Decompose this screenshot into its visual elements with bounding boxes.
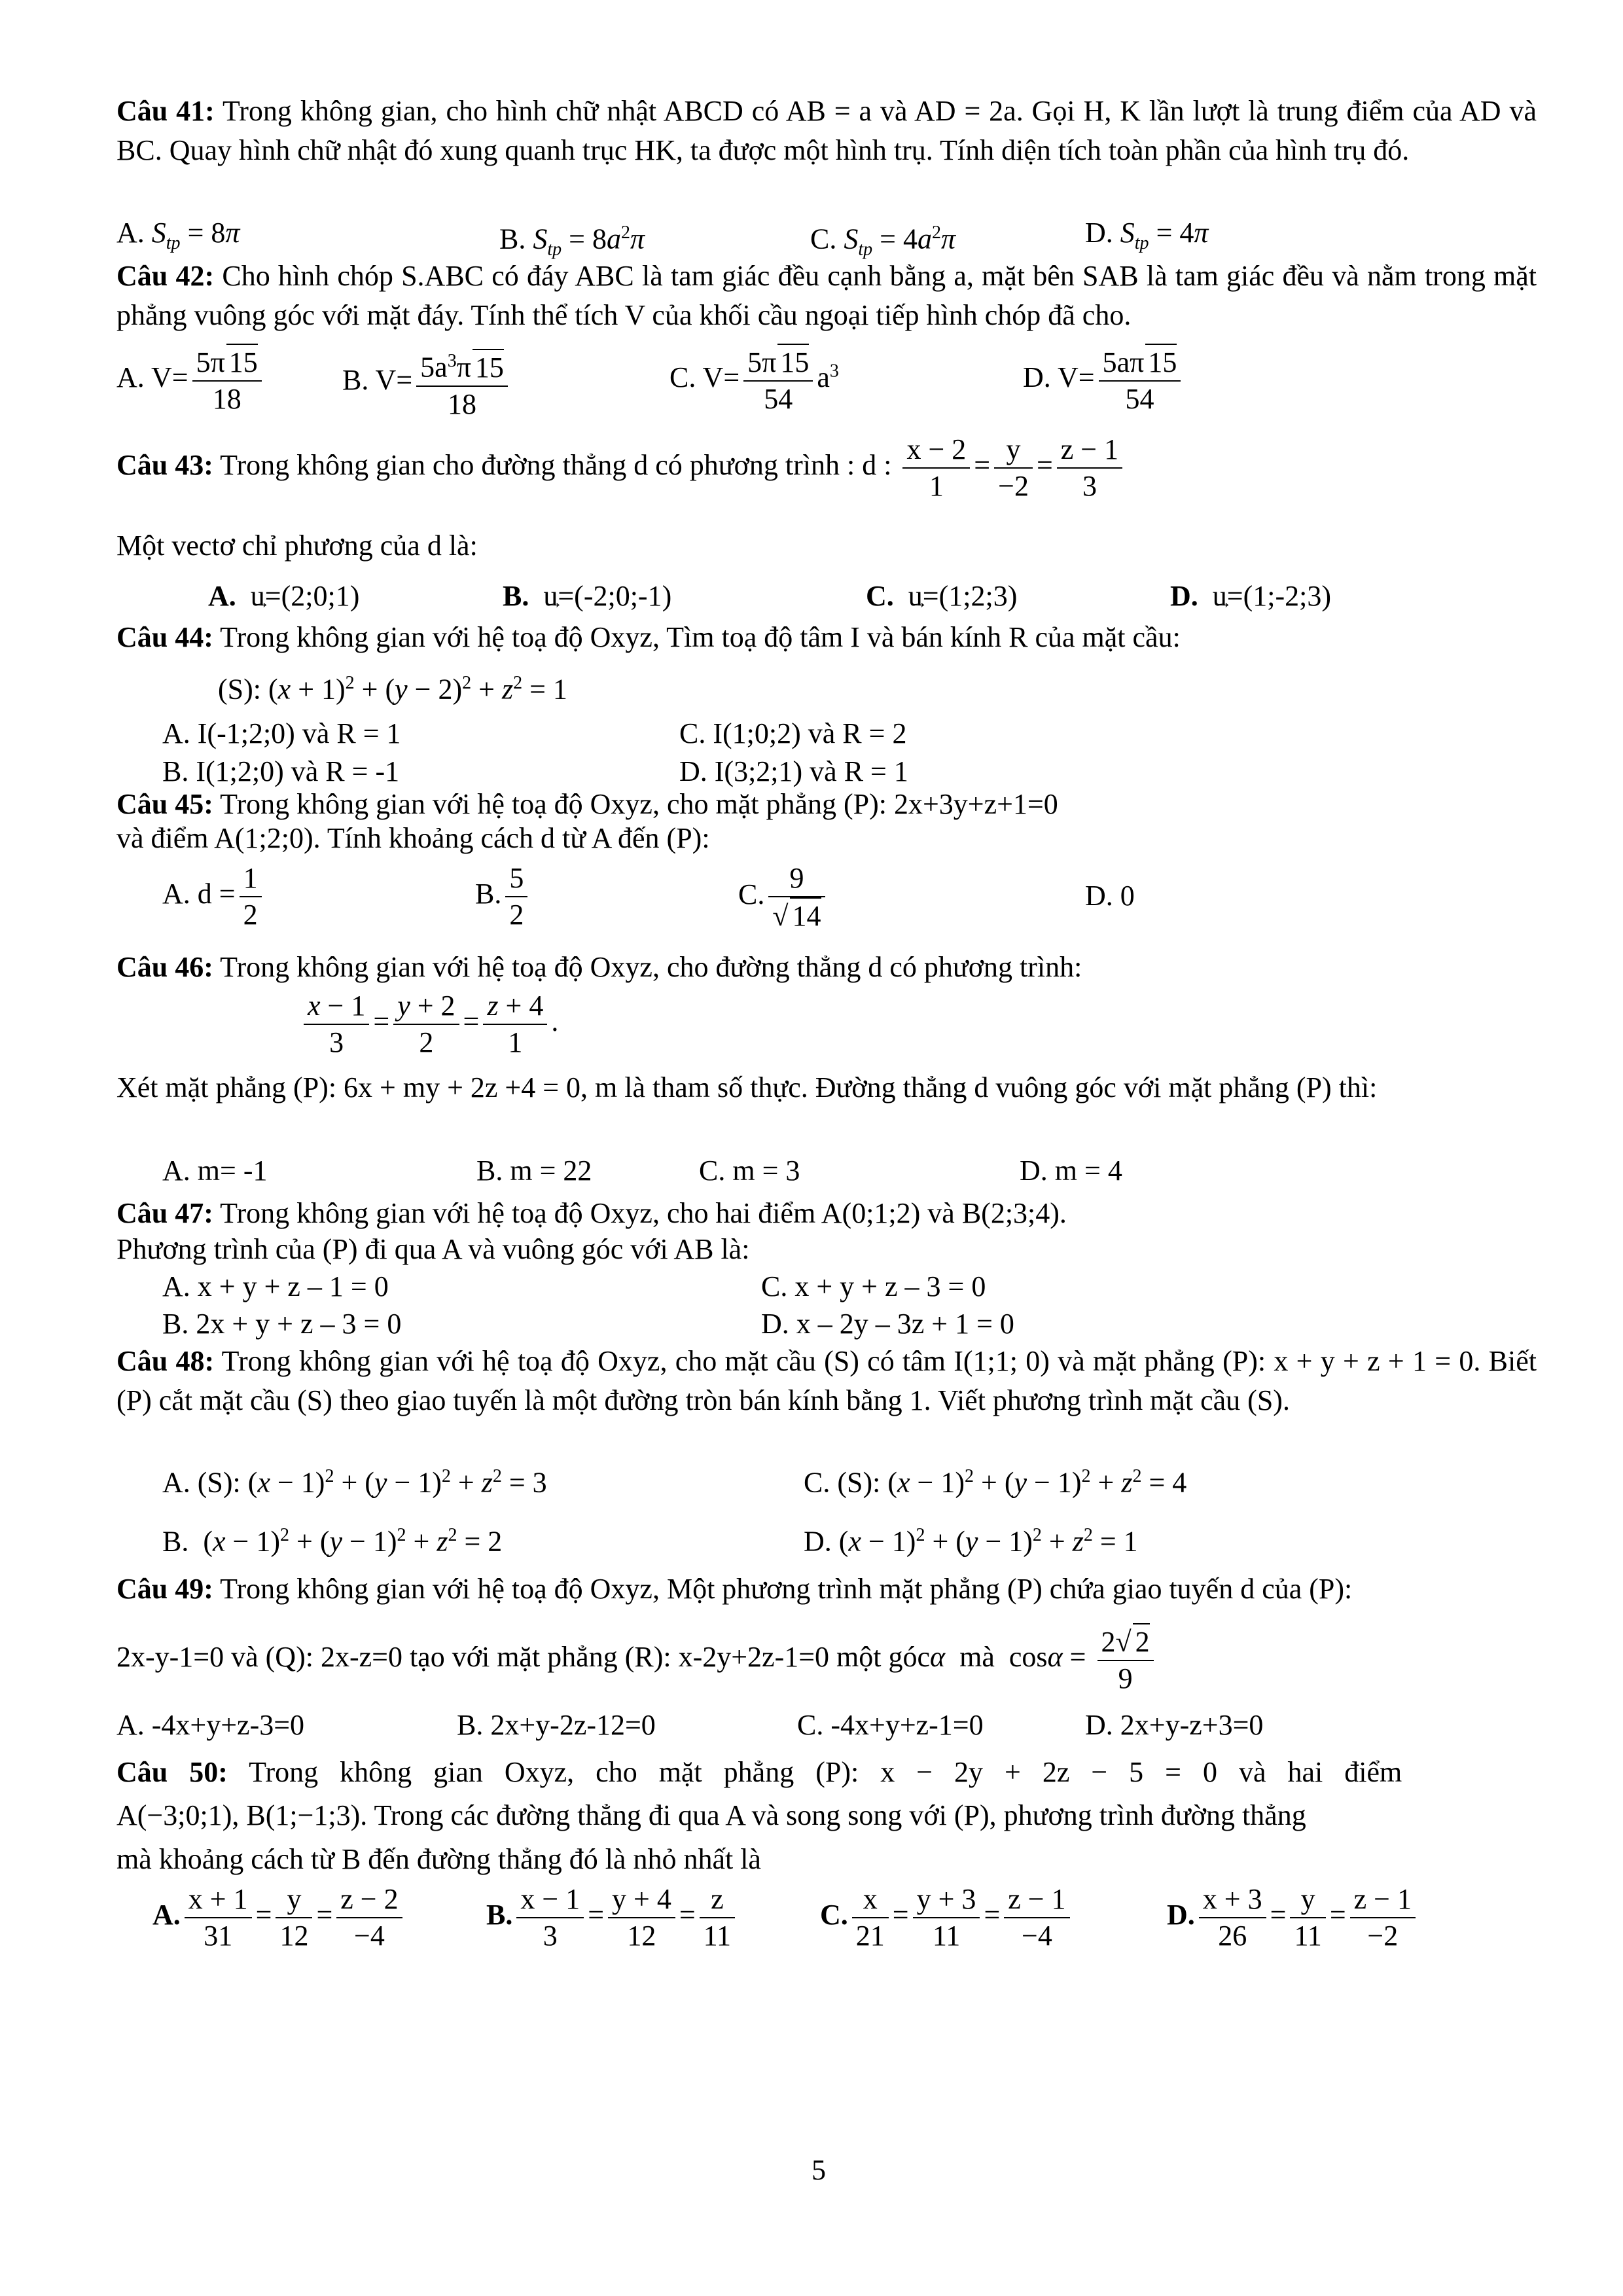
q44-equation: (S): $(x + 1)^2 + (y - 2)^2 + z^2 = 1$ <box>218 673 567 706</box>
q49-opt-c: C. -4x+y+z-1=0 <box>797 1709 984 1741</box>
q48-body: Trong không gian với hệ toạ độ Oxyz, cho mặt cầu (S) có tâm I(1;1; 0) và mặt phẳng (P): x + y + z + 1 = 0. Biết (P) cắt mặt cầu (S) theo giao tuyến là một đường tròn bán kính bằng 1. Viết phương trình mặt cầu (S). <box>116 1345 1537 1416</box>
q45-opt-d: D. 0 <box>1085 880 1135 912</box>
q49-opt-b: B. 2x+y-2z-12=0 <box>457 1709 656 1741</box>
q41-opt-b: B. <box>499 223 526 255</box>
q48-label: Câu 48: <box>116 1345 215 1377</box>
q43-opt-b-key: B. <box>503 580 529 612</box>
q48-opt-d: D. $(x - 1)^2 + (y - 1)^2 + z^2 = 1$ <box>804 1525 1138 1558</box>
q43-line2: Một vectơ chỉ phương của d là: <box>116 529 478 562</box>
q44-label: Câu 44: <box>116 621 213 653</box>
q41-body: Trong không gian, cho hình chữ nhật ABCD có AB = a và AD = 2a. Gọi H, K lần lượt là trung điểm của AD và BC. Quay hình chữ nhật đó xung quanh trục HK, ta được một hình trụ. Tính diện tích toàn phần của hình trụ đó. <box>116 95 1537 166</box>
q42-opt-b: B. V= <box>342 363 413 396</box>
q50-opt-c: C. <box>820 1899 848 1931</box>
q49-line2-text: 2x-y-1=0 và (Q): 2x-z=0 tạo với mặt phẳng (R): x-2y+2z-1=0 một góc <box>116 1641 931 1674</box>
q46-opt-a: A. m= -1 <box>162 1155 268 1187</box>
q46-body: Trong không gian với hệ toạ độ Oxyz, cho đường thẳng d có phương trình: <box>220 951 1082 983</box>
q49-body: Trong không gian với hệ toạ độ Oxyz, Một phương trình mặt phẳng (P) chứa giao tuyến d của (P): <box>220 1573 1353 1605</box>
q43-opt-a: u=(2;0;1) <box>250 580 360 612</box>
q43-body: Trong không gian cho đường thẳng d có phương trình : d : <box>220 449 892 482</box>
q45-opt-c: C. <box>738 878 765 911</box>
q46-text <box>116 950 1082 984</box>
q47-label: Câu 47: <box>116 1197 213 1229</box>
q45-opt-b: B. <box>475 878 502 910</box>
q49-opt-d: D. 2x+y-z+3=0 <box>1085 1709 1264 1741</box>
q41-opt-d: D. <box>1085 217 1113 249</box>
q49-label: Câu 49: <box>116 1573 213 1605</box>
q49-line2: 2x-y-1=0 và (Q): 2x-z=0 tạo với mặt phẳng (R): x-2y+2z-1=0 một gócα mà cosα = $\frac{2√ 2}{9}$ <box>116 1623 1158 1695</box>
q41-opt-c: C. <box>810 223 837 255</box>
q50-opt-b: B. <box>486 1899 513 1931</box>
q44-text <box>116 620 1181 655</box>
q50-opt-a: A. <box>152 1899 181 1931</box>
q46-opt-c: C. m = 3 <box>699 1155 800 1187</box>
q46-opt-b: B. m = 22 <box>476 1155 592 1187</box>
q41-opt-a: A. <box>116 217 145 249</box>
q44-opt-b: B. I(1;2;0) và R = -1 <box>162 755 400 787</box>
q44-body: Trong không gian với hệ toạ độ Oxyz, Tìm toạ độ tâm I và bán kính R của mặt cầu: <box>220 621 1181 653</box>
q42-text <box>116 257 1537 335</box>
q43-text: Câu 43: Trong không gian cho đường thẳng d có phương trình : d : $\frac{x - 2}{1}$ = $\frac{y}{-2}$ = $\frac{z - 1}{3}$ <box>116 432 1126 504</box>
q42-opt-d: D. V= <box>1023 361 1095 394</box>
q43-opt-d-key: D. <box>1170 580 1198 612</box>
q43-opt-d: u=(1;-2;3) <box>1212 580 1332 612</box>
q41-label: Câu 41: <box>116 95 215 127</box>
q45-line2: và điểm A(1;2;0). Tính khoảng cách d từ A đến (P): <box>116 822 710 854</box>
q47-text <box>116 1196 1067 1230</box>
q47-opt-b: B. 2x + y + z – 3 = 0 <box>162 1308 402 1340</box>
q48-opt-c: C. (S): $(x - 1)^2 + (y - 1)^2 + z^2 = 4$ <box>804 1466 1187 1499</box>
q42-opt-a: A. V= <box>116 361 188 394</box>
page-number: 5 <box>812 2154 826 2186</box>
q42-label: Câu 42: <box>116 260 215 292</box>
q43-label: Câu 43: <box>116 449 213 482</box>
q50-text <box>116 1753 1537 1792</box>
q50-line2: A(−3;0;1), B(1;−1;3). Trong các đường thẳng đi qua A và song song với (P), phương trình đường thẳng <box>116 1799 1306 1831</box>
q45-body: Trong không gian với hệ toạ độ Oxyz, cho mặt phẳng (P): 2x+3y+z+1=0 <box>220 788 1058 820</box>
q50-opt-d: D. <box>1167 1899 1195 1931</box>
q46-equation: $\frac{x - 1}{3}$ = $\frac{y + 2}{2}$ = $\frac{z + 4}{1}$ . <box>300 988 558 1060</box>
q48-opt-b: B. $(x - 1)^2 + (y - 1)^2 + z^2 = 2$ <box>162 1525 503 1558</box>
q43-opt-b: u=(-2;0;-1) <box>543 580 672 612</box>
q43-opt-c: u=(1;2;3) <box>908 580 1018 612</box>
q42-opt-c: C. V= <box>669 361 740 394</box>
q46-label: Câu 46: <box>116 951 213 983</box>
q44-opt-a: A. I(-1;2;0) và R = 1 <box>162 717 401 749</box>
q48-opt-a: A. (S): $(x - 1)^2 + (y - 1)^2 + z^2 = 3$ <box>162 1466 547 1499</box>
q49-opt-a: A. -4x+y+z-3=0 <box>116 1709 305 1741</box>
q46-opt-d: D. m = 4 <box>1020 1155 1122 1187</box>
q44-opt-c: C. I(1;0;2) và R = 2 <box>679 717 907 749</box>
q47-body: Trong không gian với hệ toạ độ Oxyz, cho hai điểm A(0;1;2) và B(2;3;4). <box>220 1197 1067 1229</box>
q50-body: Trong không gian Oxyz, cho mặt phẳng (P): x − 2y + 2z − 5 = 0 và hai điểm <box>249 1756 1402 1788</box>
q49-line2b: mà <box>959 1641 995 1674</box>
q46-line2: Xét mặt phẳng (P): 6x + my + 2z +4 = 0, m là tham số thực. Đường thẳng d vuông góc với mặt phẳng (P) thì: <box>116 1071 1378 1103</box>
q43-opt-c-key: C. <box>866 580 894 612</box>
q47-opt-c: C. x + y + z – 3 = 0 <box>761 1270 986 1302</box>
q48-text <box>116 1342 1537 1420</box>
q50-line3: mà khoảng cách từ B đến đường thẳng đó là nhỏ nhất là <box>116 1843 761 1875</box>
q41-text <box>116 92 1537 170</box>
q45-text <box>116 787 1058 821</box>
q43-opt-a-key: A. <box>208 580 236 612</box>
q45-label: Câu 45: <box>116 788 213 820</box>
q47-line2: Phương trình của (P) đi qua A và vuông góc với AB là: <box>116 1233 750 1265</box>
q47-opt-d: D. x – 2y – 3z + 1 = 0 <box>761 1308 1014 1340</box>
q47-opt-a: A. x + y + z – 1 = 0 <box>162 1270 389 1302</box>
q49-text <box>116 1572 1352 1606</box>
q45-opt-a: A. d = <box>162 878 236 910</box>
q42-body: Cho hình chóp S.ABC có đáy ABC là tam giác đều cạnh bằng a, mặt bên SAB là tam giác đều và nằm trong mặt phẳng vuông góc với mặt đáy. Tính thể tích V của khối cầu ngoại tiếp hình chóp đã cho. <box>116 260 1537 331</box>
q50-label: Câu 50: <box>116 1756 228 1788</box>
q44-opt-d: D. I(3;2;1) và R = 1 <box>679 755 908 787</box>
